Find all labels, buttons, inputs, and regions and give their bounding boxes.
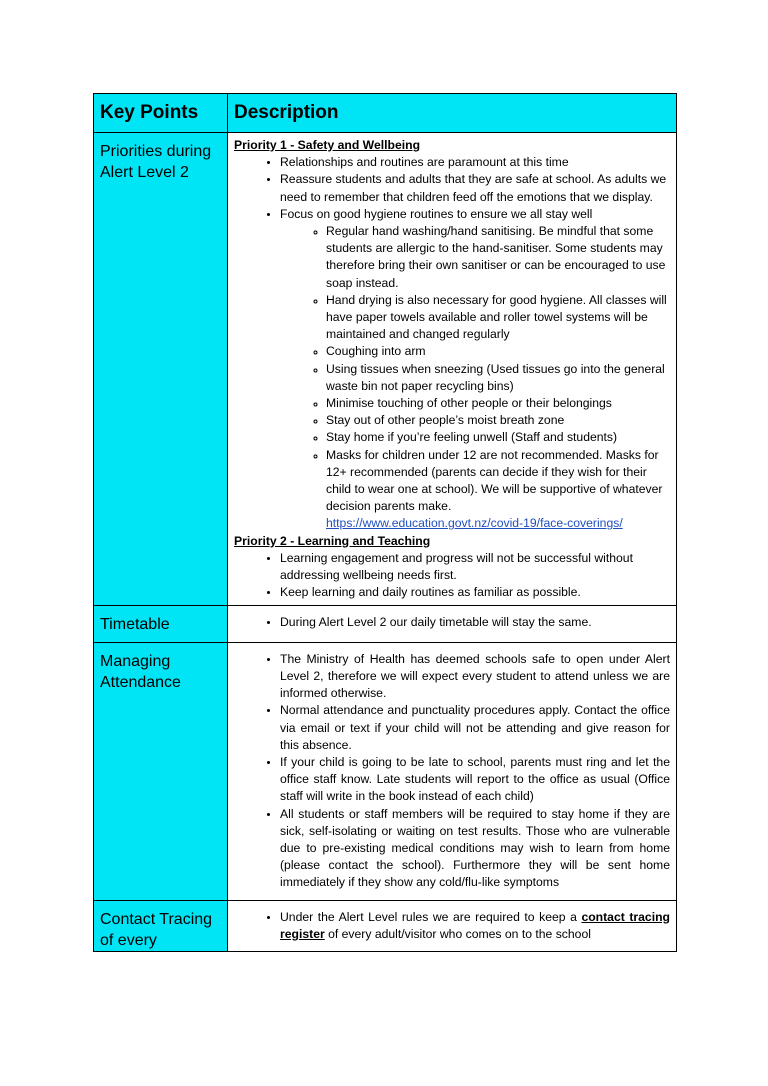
- key-cell-attendance: Managing Attendance: [94, 642, 228, 900]
- sub-list-item: ◦ Stay out of other people’s moist breath zone: [326, 412, 670, 429]
- desc-cell-contact-tracing: [228, 900, 677, 951]
- priority-2-heading: Priority 2 - Learning and Teaching: [234, 533, 431, 548]
- desc-cell-timetable: [228, 606, 677, 642]
- list-item: • During Alert Level 2 our daily timetable will stay the same.: [280, 614, 670, 631]
- hygiene-sublist: [280, 223, 670, 533]
- list-item: • Focus on good hygiene routines to ensure we all stay well ◦ Regular hand washing/hand sanitising. Be mindful that some students are allergic to the hand-sanitiser. Some students may therefore bring their own sanitiser or can be encouraged to use soap instead. ◦ Hand drying is also necessary for good hygiene. All classes will have paper towels available and roller towel systems will be maintained and changed regularly ◦ Coughing into arm ◦ Using tissues when sneezing (Used tissues go into the general waste bin not paper recycling bins) ◦ Minimise touching of other people or their belongings ◦ Stay out of other people’s moist breath zone ◦ Stay home if you’re feeling unwell (Staff and students) ◦ Masks for children under 12 are not recommended. Masks for 12+ recommended (parents can decide if they wish for their child to wear one at school). We will be supportive of whatever decision parents make. https://www.education.govt.nz/covid-19/face-coverings/: [280, 206, 670, 533]
- list-item: • All students or staff members will be required to stay home if they are sick, self-isolating or waiting on test results. Those who are vulnerable due to pre-existing medical conditions may wish to learn from home (please contact the school). Furthermore they will be sent home immediately if they show any cold/flu-like symptoms: [280, 806, 670, 892]
- timetable-list: [234, 614, 670, 631]
- list-item: • If your child is going to be late to school, parents must ring and let the office staff know. Late students will report to the office as usual (Office staff will write in the book instead of each child): [280, 754, 670, 806]
- desc-cell-priorities: [228, 133, 677, 606]
- contact-tracing-list: [234, 909, 670, 943]
- list-item: • The Ministry of Health has deemed schools safe to open under Alert Level 2, therefore we will expect every student to attend unless we are informed otherwise.: [280, 651, 670, 703]
- list-item: • Under the Alert Level rules we are required to keep a contact tracing register of every adult/visitor who comes on to the school: [280, 909, 670, 943]
- sub-list-item: ◦ Minimise touching of other people or their belongings: [326, 395, 670, 412]
- header-key-points: Key Points: [94, 94, 228, 133]
- face-coverings-link[interactable]: https://www.education.govt.nz/covid-19/face-coverings/: [326, 516, 623, 531]
- header-description: Description: [228, 94, 677, 133]
- list-item: • Normal attendance and punctuality procedures apply. Contact the office via email or text if your child will not be attending and give reason for this absence.: [280, 702, 670, 754]
- sub-list-item: ◦ Regular hand washing/hand sanitising. Be mindful that some students are allergic to the hand-sanitiser. Some students may therefore bring their own sanitiser or can be encouraged to use soap instead.: [326, 223, 670, 292]
- table-row-timetable: [94, 606, 677, 642]
- desc-cell-attendance: [228, 642, 677, 900]
- list-item: • Keep learning and daily routines as familiar as possible.: [280, 584, 670, 601]
- list-item: • Reassure students and adults that they are safe at school. As adults we need to remember that children feed off the emotions that we display.: [280, 171, 670, 205]
- sub-list-item: ◦ Hand drying is also necessary for good hygiene. All classes will have paper towels available and roller towel systems will be maintained and changed regularly: [326, 292, 670, 344]
- sub-list-item: ◦ Masks for children under 12 are not recommended. Masks for 12+ recommended (parents can decide if they wish for their child to wear one at school). We will be supportive of whatever decision parents make. https://www.education.govt.nz/covid-19/face-coverings/: [326, 447, 670, 533]
- table-row-attendance: [94, 642, 677, 900]
- attendance-list: [234, 651, 670, 892]
- sub-list-item: ◦ Using tissues when sneezing (Used tissues go into the general waste bin not paper recycling bins): [326, 361, 670, 395]
- key-cell-contact-tracing: Contact Tracing of every: [94, 900, 228, 951]
- priority-1-heading: Priority 1 - Safety and Wellbeing: [234, 138, 421, 152]
- key-cell-priorities: Priorities during Alert Level 2: [94, 133, 228, 606]
- priority-1-list: [234, 154, 670, 532]
- key-cell-timetable: Timetable: [94, 606, 228, 642]
- key-points-table: [93, 93, 677, 952]
- contact-tracing-register-text: contact tracing register: [280, 909, 670, 941]
- table-row-contact-tracing: [94, 900, 677, 951]
- sub-list-item: ◦ Stay home if you’re feeling unwell (Staff and students): [326, 429, 670, 446]
- sub-list-item: ◦ Coughing into arm: [326, 343, 670, 360]
- table-header-row: [94, 94, 677, 133]
- table-row-priorities: [94, 133, 677, 606]
- list-item: • Relationships and routines are paramount at this time: [280, 154, 670, 171]
- priority-2-list: [234, 550, 670, 602]
- list-item: • Learning engagement and progress will not be successful without addressing wellbeing needs first.: [280, 550, 670, 584]
